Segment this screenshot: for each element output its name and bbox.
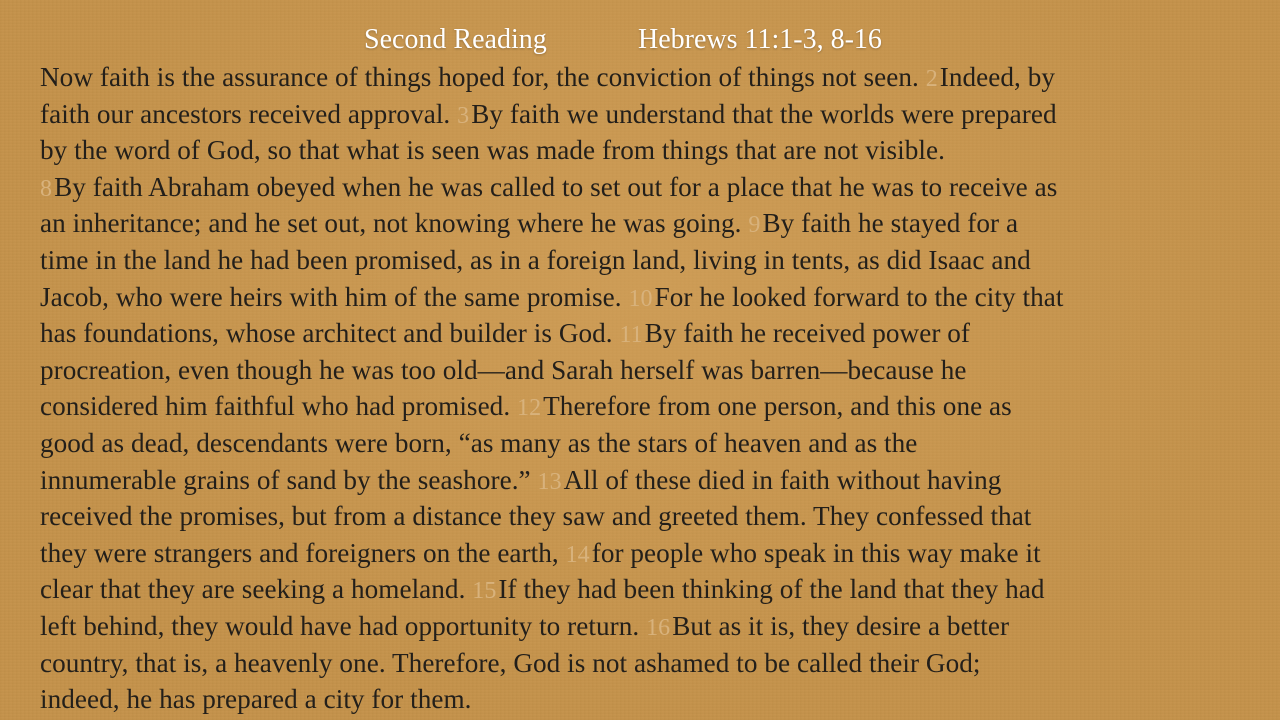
passage-line xyxy=(40,315,1250,352)
passage-text: received the promises, but from a distance they saw and greeted them. They confessed that xyxy=(40,501,1032,532)
verse-number: 15 xyxy=(472,578,497,605)
passage-text: faith our ancestors received approval. xyxy=(40,98,458,129)
passage-text: By faith Abraham obeyed when he was called to set out for a place that he was to receive as xyxy=(54,171,1058,202)
passage-text: left behind, they would have had opportunity to return. xyxy=(40,610,647,641)
verse-number: 12 xyxy=(517,395,542,422)
passage-text: innumerable grains of sand by the seashore.” xyxy=(40,464,538,495)
verse-number: 11 xyxy=(619,322,643,349)
passage-text: By faith he received power of xyxy=(644,318,971,349)
slide-header xyxy=(0,22,1280,58)
verse-number: 10 xyxy=(628,285,653,312)
verse-number: 9 xyxy=(748,212,761,239)
passage-line xyxy=(40,425,1250,462)
passage-line xyxy=(40,242,1250,279)
passage-text: an inheritance; and he set out, not knowing where he was going. xyxy=(40,208,749,239)
passage-line xyxy=(40,352,1250,389)
passage-line xyxy=(40,279,1250,316)
verse-number: 16 xyxy=(646,614,671,641)
passage-text: by the word of God, so that what is seen was made from things that are not visible. xyxy=(40,135,945,166)
passage-text: Now faith is the assurance of things hoped for, the conviction of things not seen. xyxy=(40,62,926,92)
passage-line xyxy=(40,608,1250,645)
verse-number: 3 xyxy=(457,102,470,129)
passage-line xyxy=(40,205,1250,242)
reading-title: Second Reading xyxy=(364,24,547,55)
passage-text: For he looked forward to the city that xyxy=(654,281,1064,312)
passage-line xyxy=(40,462,1250,499)
passage-line xyxy=(40,132,1250,169)
passage-text: If they had been thinking of the land that they had xyxy=(498,574,1045,605)
passage-line xyxy=(40,388,1250,425)
passage-line xyxy=(40,498,1250,535)
passage-line xyxy=(40,59,1250,96)
verse-number: 14 xyxy=(565,541,590,568)
passage-text: they were strangers and foreigners on the earth, xyxy=(40,537,566,568)
scripture-citation: Hebrews 11:1-3, 8-16 xyxy=(638,24,882,55)
verse-number: 8 xyxy=(40,175,53,202)
passage-line xyxy=(40,535,1250,572)
verse-number: 2 xyxy=(925,66,938,92)
passage-text: By faith we understand that the worlds were prepared xyxy=(471,98,1057,129)
passage-line xyxy=(40,96,1250,133)
passage-text: procreation, even though he was too old—and Sarah herself was barren—because he xyxy=(40,354,967,385)
passage-text: But as it is, they desire a better xyxy=(672,610,1010,641)
verse-number: 13 xyxy=(537,468,562,495)
passage-text: Jacob, who were heirs with him of the same promise. xyxy=(40,281,629,312)
passage-text: indeed, he has prepared a city for them. xyxy=(40,684,472,715)
passage-line xyxy=(40,645,1250,682)
passage-text: considered him faithful who had promised. xyxy=(40,391,518,422)
passage-line xyxy=(40,571,1250,608)
passage-text: All of these died in faith without having xyxy=(563,464,1002,495)
passage-text: country, that is, a heavenly one. Therefore, God is not ashamed to be called their God; xyxy=(40,647,981,678)
passage-text: good as dead, descendants were born, “as many as the stars of heaven and as the xyxy=(40,427,918,458)
passage-line xyxy=(40,681,1250,718)
passage-text: for people who speak in this way make it xyxy=(591,537,1041,568)
passage-text: clear that they are seeking a homeland. xyxy=(40,574,473,605)
passage-text: Indeed, by xyxy=(939,62,1056,92)
passage-text: By faith he stayed for a xyxy=(762,208,1019,239)
passage-text: time in the land he had been promised, as in a foreign land, living in tents, as did Isaac and xyxy=(40,244,1031,275)
passage-text: Therefore from one person, and this one as xyxy=(543,391,1012,422)
passage-text: has foundations, whose architect and builder is God. xyxy=(40,318,620,349)
scripture-passage xyxy=(40,59,1250,715)
passage-line xyxy=(40,169,1250,206)
